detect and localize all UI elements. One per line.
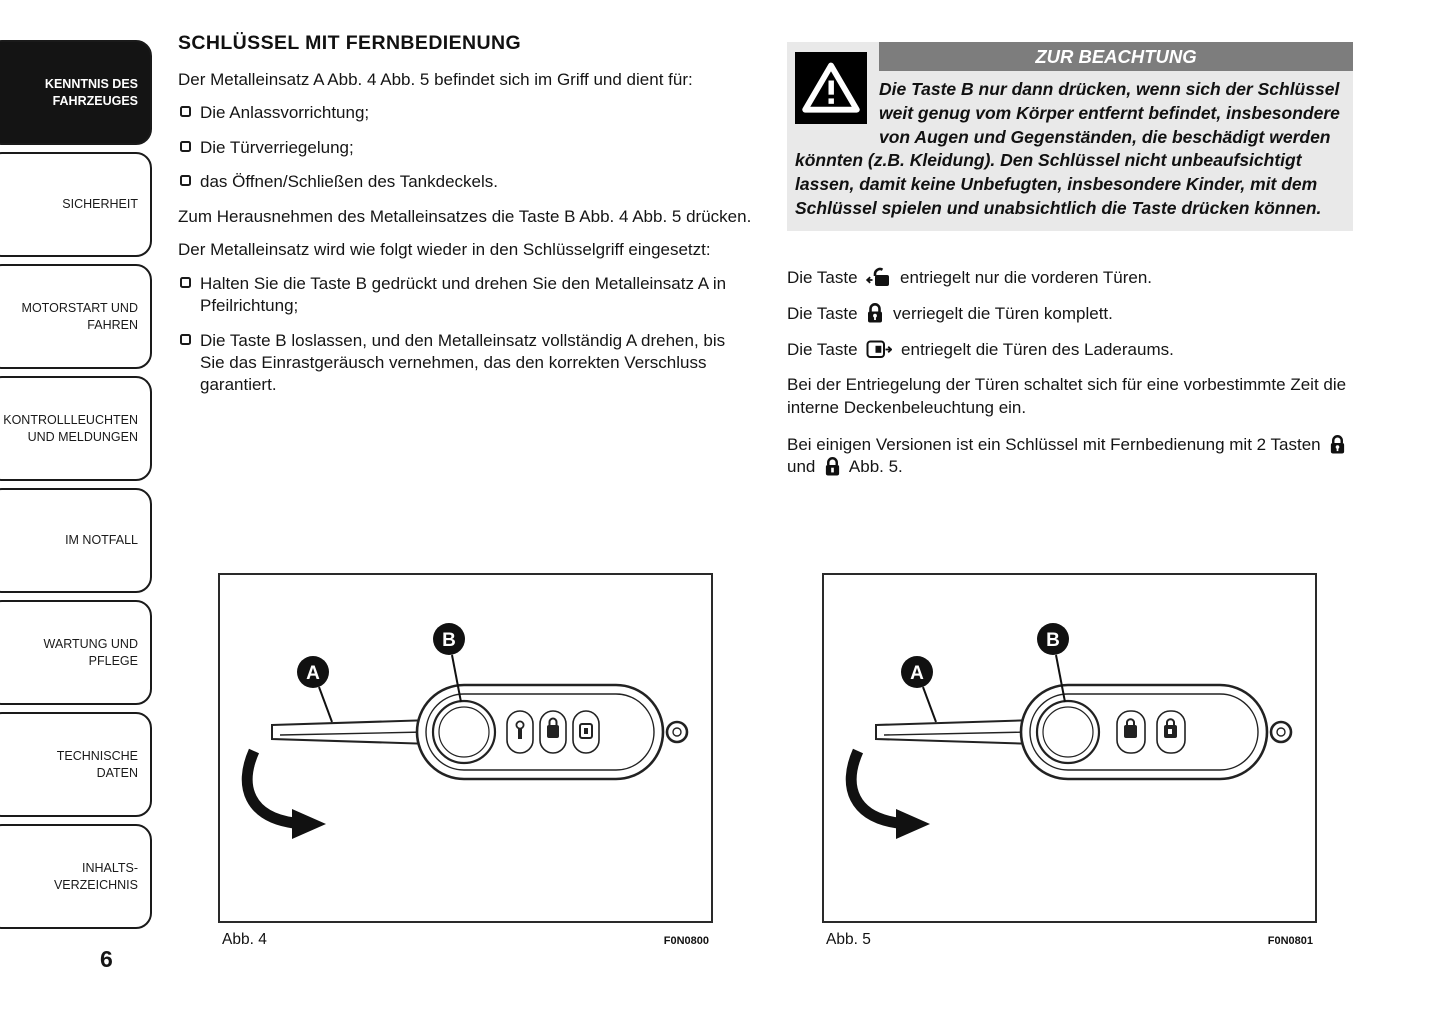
sidebar-item-label: KONTROLLLEUCHTEN UND MELDUNGEN [3,413,138,444]
line-post: Abb. 5. [848,457,903,477]
figure-label-a: A [910,663,924,684]
figure-label-a: A [306,663,320,684]
sidebar-item-label: WARTUNG UND PFLEGE [43,637,138,668]
sidebar-item-kontrollleuchten-und-meldungen[interactable] [0,376,152,481]
list-item-text: Die Anlassvorrichtung; [200,103,370,123]
list-item [178,102,752,124]
warning-box [787,42,1353,231]
right-column [787,42,1353,494]
intro-paragraph: Der Metalleinsatz A Abb. 4 Abb. 5 befindet sich im Griff und dient für: [178,70,693,89]
figure-code: F0N0801 [1267,935,1313,947]
bullet-square-icon [180,106,191,117]
figure-caption: Abb. 5 [826,931,871,948]
list-item-text: Die Taste B loslassen, und den Metalleinsatz vollständig A drehen, bis Sie das Einrastgeräusch vernehmen, das den korrekten Verschluss garantiert. [200,330,726,395]
button-line-unlock-cargo [787,339,1353,361]
sidebar-item-label: INHALTS-VERZEICHNIS [53,861,138,892]
button-line-unlock-front [787,267,1353,289]
warning-triangle-glyph [801,58,861,118]
figure-frame [218,573,713,923]
line-pre: Die Taste [787,304,858,324]
bullet-square-icon [180,334,191,345]
figure-label-b: B [442,630,456,651]
sidebar-item-wartung-und-pflege[interactable] [0,600,152,705]
line-mid: und [787,457,816,477]
list-item [178,171,752,193]
warning-text: Die Taste B nur dann drücken, wenn sich der Schlüssel weit genug vom Körper entfernt befindet, insbesondere von Augen und Gegenständen, die beschädigt werden könnten (z.B. Kleidung). Den Schlüssel nicht unbeaufsichtigt lassen, damit keine Unbefugten, insbesondere Kinder, mit dem Schlüssel spielen und unabsichtlich die Taste drücken können. [795,79,1340,218]
sidebar-item-sicherheit[interactable] [0,152,152,257]
figure-caption-row [218,931,713,949]
line-post: entriegelt nur die vorderen Türen. [900,267,1153,287]
warning-title: ZUR BEACHTUNG [879,42,1353,71]
line-pre: Bei einigen Versionen ist ein Schlüssel mit Fernbedienung mit 2 Tasten [787,434,1321,454]
warning-triangle-icon [795,52,867,124]
page-title: SCHLÜSSEL MIT FERNBEDIENUNG [178,32,522,54]
list-item-text: Die Türverriegelung; [200,137,354,157]
line-pre: Die Taste [787,339,858,359]
figure-code: F0N0800 [663,935,709,947]
figure-abb-4 [218,573,713,949]
list-item [178,273,752,318]
uses-list [178,102,752,193]
lock-icon [824,456,841,476]
main-column [178,32,752,409]
page-number: 6 [100,946,113,972]
sidebar-item-label: TECHNISCHE DATEN [56,749,138,780]
figure-label-b: B [1046,630,1060,651]
bullet-square-icon [180,175,191,186]
sidebar-item-kenntnis-des-fahrzeuges[interactable] [0,40,152,145]
lock-all-doors-icon [866,302,884,323]
list-item [178,137,752,159]
key-diagram-abb4 [220,575,711,921]
figure-caption: Abb. 4 [222,931,267,948]
sidebar-item-inhaltsverzeichnis[interactable] [0,824,152,929]
interior-light-paragraph: Bei der Entriegelung der Türen schaltet sich für eine vorbestimmte Zeit die interne Deckenbeleuchtung ein. [787,375,1347,417]
line-post: entriegelt die Türen des Laderaums. [901,339,1174,359]
rotation-arrow [851,751,898,823]
sidebar-item-technische-daten[interactable] [0,712,152,817]
versions-paragraph [787,434,1353,479]
steps-list [178,273,752,397]
bullet-square-icon [180,141,191,152]
button-line-lock-all [787,302,1353,325]
list-item-text: Halten Sie die Taste B gedrückt und drehen Sie den Metalleinsatz A in Pfeilrichtung; [200,273,727,316]
sidebar-item-label: IM NOTFALL [65,533,138,548]
bullet-square-icon [180,277,191,288]
list-item [178,330,752,397]
figure-abb-5 [822,573,1317,949]
remove-paragraph: Zum Herausnehmen des Metalleinsatzes die Taste B Abb. 4 Abb. 5 drücken. [178,206,752,226]
unlock-front-doors-icon [866,267,891,287]
insert-paragraph: Der Metalleinsatz wird wie folgt wieder in den Schlüsselgriff eingesetzt: [178,240,711,260]
line-post: verriegelt die Türen komplett. [893,304,1113,324]
line-pre: Die Taste [787,267,858,287]
sidebar-item-label: MOTORSTART UND FAHREN [21,301,138,332]
figure-frame [822,573,1317,923]
sidebar-item-label: KENNTNIS DES FAHRZEUGES [44,77,138,108]
figure-caption-row [822,931,1317,949]
unlock-cargo-doors-icon [866,339,892,359]
sidebar-item-motorstart-und-fahren[interactable] [0,264,152,369]
sidebar [0,40,172,936]
sidebar-item-label: SICHERHEIT [62,197,138,212]
lock-icon [1329,434,1346,454]
sidebar-item-im-notfall[interactable] [0,488,152,593]
key-diagram-abb5 [824,575,1315,921]
rotation-arrow [247,751,294,823]
list-item-text: das Öffnen/Schließen des Tankdeckels. [200,172,498,192]
